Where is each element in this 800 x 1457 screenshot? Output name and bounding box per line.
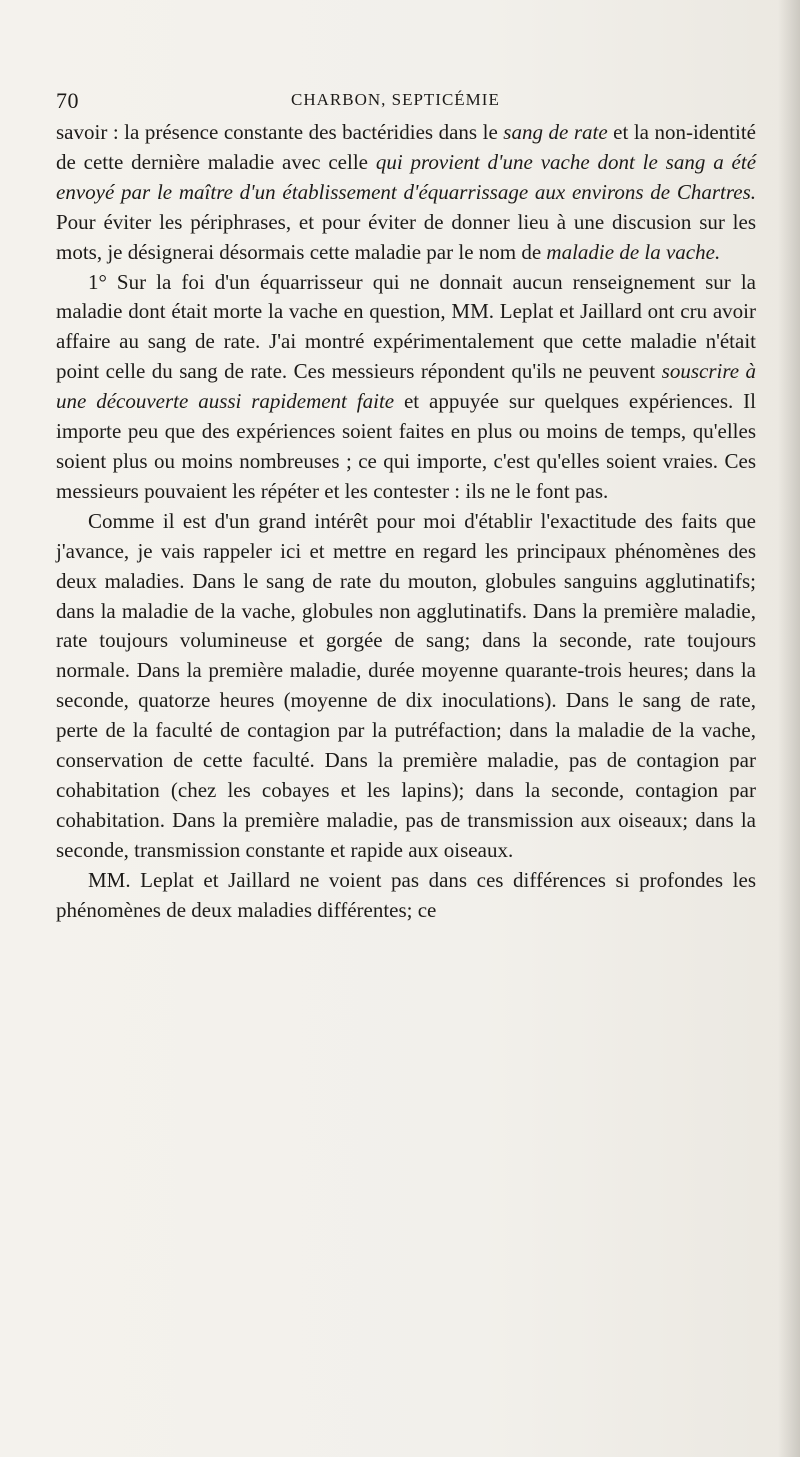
text-segment: et la non-identité de cette dernière maladie avec celle bbox=[56, 120, 756, 174]
text-segment: 1° Sur la foi d'un équarrisseur qui ne donnait aucun renseignement sur la maladie dont était morte la vache en question, MM. Leplat et Jaillard ont cru avoir affaire au sang de rate. J'ai montré expérimentalement que cette maladie n'était point celle du sang de rate. Ces messieurs répondent qu'ils ne peuvent bbox=[56, 269, 756, 384]
page-number: 70 bbox=[56, 88, 79, 113]
page-edge-shadow bbox=[778, 0, 800, 1457]
page-header bbox=[56, 88, 756, 114]
paragraph bbox=[56, 866, 756, 926]
paragraph bbox=[56, 268, 756, 507]
text-segment: Pour éviter les périphrases, et pour éviter de donner lieu à une discusion sur les mots, je désignerai désormais cette maladie par le nom de bbox=[56, 209, 756, 264]
text-segment: et appuyée sur quelques expériences. Il importe peu que des expériences soient faites en plus ou moins de temps, qu'elles soient plus ou moins nombreuses ; ce qui importe, c'est qu'elles soient vraies. Ces messieurs pouvaient les répéter et les contester : ils ne le font pas. bbox=[56, 389, 756, 503]
paragraph bbox=[56, 507, 756, 866]
text-segment: Comme il est d'un grand intérêt pour moi d'établir l'exactitude des faits que j'avance, je vais rappeler ici et mettre en regard les principaux phénomènes des deux maladies. Dans le sang de rate du mouton, globules sanguins agglutinatifs; dans la maladie de la vache, globules non agglutinatifs. Dans la première maladie, rate toujours volumineuse et gorgée de sang; dans la seconde, rate toujours normale. Dans la première maladie, durée moyenne quarante-trois heures; dans la seconde, quatorze heures (moyenne de dix inoculations). Dans le sang de rate, perte de la faculté de contagion par la putréfaction; dans la maladie de la vache, conservation de cette faculté. Dans la première maladie, pas de contagion par cohabitation (chez les cobayes et les lapins); dans la seconde, contagion par cohabitation. Dans la première maladie, pas de transmission aux oiseaux; dans la seconde, transmission constante et rapide aux oiseaux. bbox=[56, 508, 756, 862]
paragraph bbox=[56, 118, 756, 268]
text-segment: savoir : la présence constante des bactéridies dans le bbox=[56, 120, 504, 144]
italic-text-segment: souscrire à une découverte aussi rapidement faite bbox=[56, 359, 757, 414]
italic-text-segment: maladie de la vache. bbox=[546, 239, 721, 264]
running-head: CHARBON, SEPTICÉMIE bbox=[291, 90, 500, 109]
text-segment: MM. Leplat et Jaillard ne voient pas dans ces différences si profondes les phénomènes de deux maladies différentes; ce bbox=[56, 867, 756, 922]
body-text bbox=[56, 118, 756, 925]
italic-text-segment: qui provient d'une vache dont le sang a été envoyé par le maître d'un établissement d'équarrissage aux environs de Chartres. bbox=[56, 149, 757, 204]
italic-text-segment: sang de rate bbox=[503, 120, 608, 144]
